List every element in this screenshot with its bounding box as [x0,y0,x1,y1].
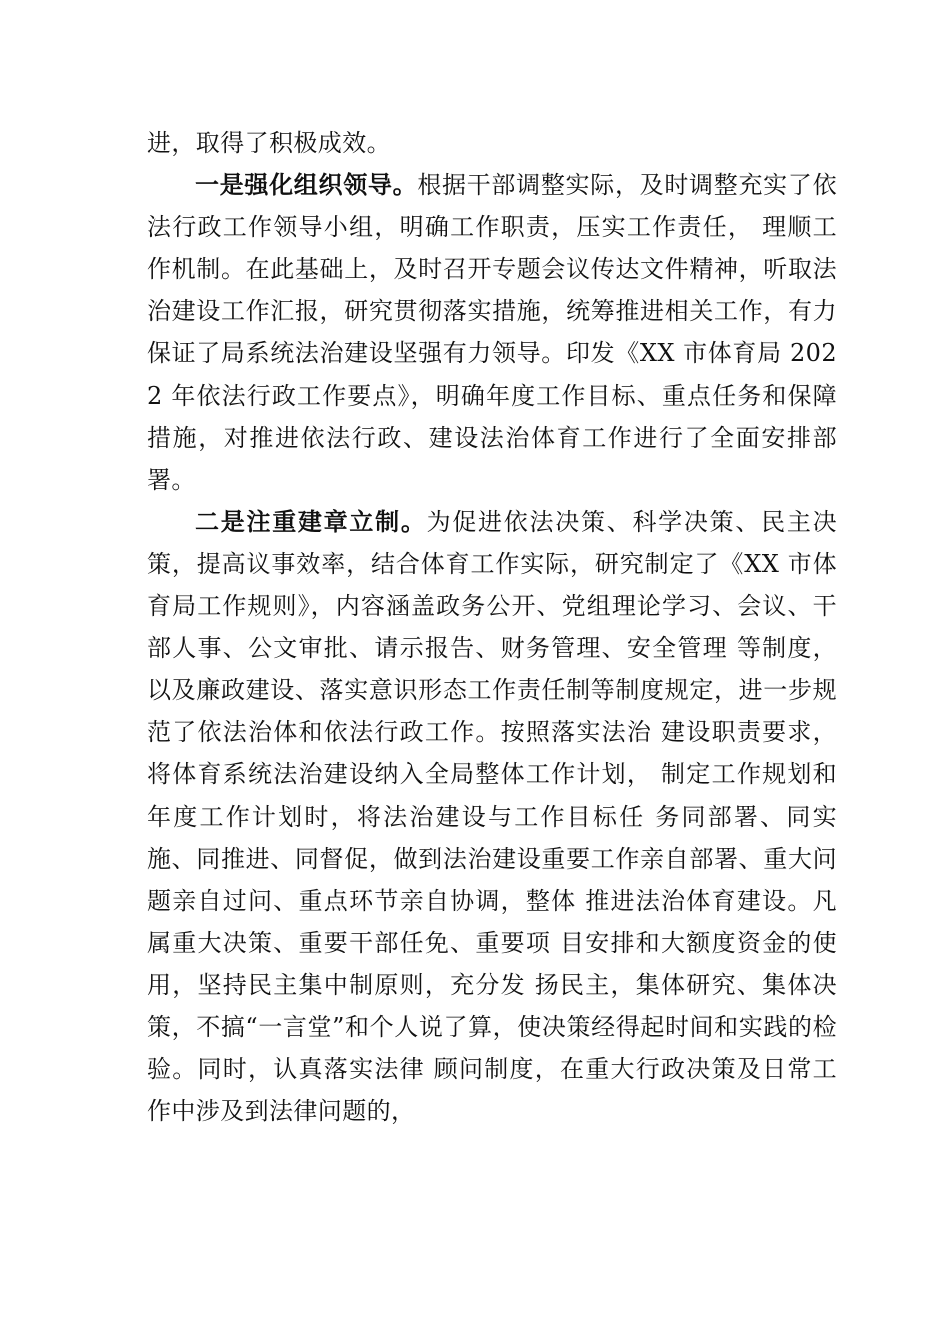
paragraph-text: 根据干部调整实际，及时调整充实了依法行政工作领导小组，明确工作职责，压实工作责任， 理顺工作机制。在此基础上，及时召开专题会议传达文件精神，听取法治建设工作汇报，研究贯彻落实措施，统筹推进相关工作，有力保证了局系统法治建设坚强有力领导。印发《XX 市体育局 2022 年依法行政工作要点》，明确年度工作目标、重点任务和保障措施，对推进依法行政、建设法治体育工作进行了全面安排部署。 [147,171,837,494]
paragraph-text: 为促进依法决策、科学决策、民主决策，提高议事效率，结合体育工作实际，研究制定了《XX 市体育局工作规则》，内容涵盖政务公开、党组理论学习、会议、干部人事、公文审批、请示报告、财务管理、安全管理 等制度，以及廉政建设、落实意识形态工作责任制等制度规定，进一步规范了依法治体和依法行政工作。按照落实法治 建设职责要求，将体育系统法治建设纳入全局整体工作计划， 制定工作规划和年度工作计划时，将法治建设与工作目标任 务同部署、同实施、同推进、同督促，做到法治建设重要工作亲自部署、重大问题亲自过问、重点环节亲自协调，整体 推进法治体育建设。凡属重大决策、重要干部任免、重要项 目安排和大额度资金的使用，坚持民主集中制原则，充分发 扬民主，集体研究、集体决策，不搞“一言堂”和个人说了算，使决策经得起时间和实践的检验。同时，认真落实法律 顾问制度，在重大行政决策及日常工作中涉及到法律问题的， [147,507,837,1126]
paragraph-rules-system [147,501,837,1132]
paragraph-heading: 一是强化组织领导。 [195,170,418,200]
body-text [147,122,837,1132]
paragraph-text: 进，取得了积极成效。 [147,129,391,157]
paragraph-heading: 二是注重建章立制。 [195,506,427,536]
paragraph-continuation [147,122,837,164]
paragraph-organization-leadership [147,164,837,501]
